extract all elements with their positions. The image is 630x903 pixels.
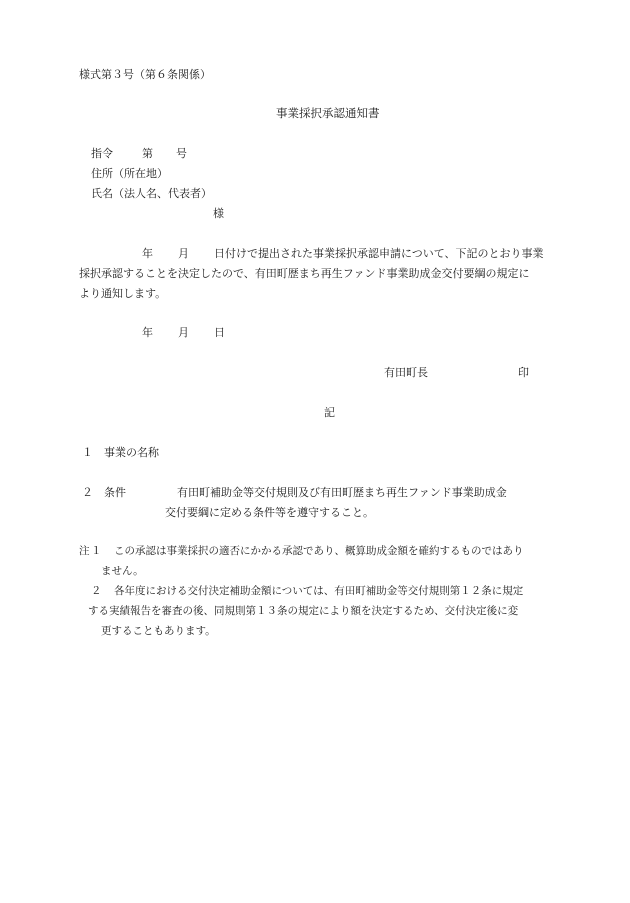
- directive-dai: 第: [142, 147, 153, 160]
- address-label: 住所（所在地）: [91, 167, 168, 180]
- note-line: この承認は事業採択の適否にかかる承認であり、概算助成金額を確約するものではあり: [114, 545, 524, 557]
- issuer-name: 有田町長: [384, 366, 428, 379]
- note-line: ません。: [101, 565, 144, 577]
- item-content-line: 有田町補助金等交付規則及び有田町歴まち再生ファンド事業助成金: [177, 486, 507, 499]
- honorific: 様: [213, 207, 224, 220]
- name-label: 氏名（法人名、代表者）: [91, 187, 212, 200]
- issuer-seal: 印: [518, 366, 529, 379]
- body-line1: 日付けで提出された事業採択承認申請について、下記のとおり事業: [214, 247, 544, 260]
- directive-label: 指令: [91, 147, 113, 160]
- item-number: ２: [82, 486, 93, 499]
- ki-heading: 記: [324, 406, 335, 419]
- note-line: する実績報告を審査の後、同規則第１３条の規定により額を決定するため、交付決定後に変: [88, 605, 519, 617]
- note-number: １: [91, 545, 102, 557]
- body-line3: より通知します。: [79, 287, 167, 300]
- note-line: 更することもあります。: [101, 625, 216, 637]
- item-label: 条件: [104, 486, 126, 499]
- directive-go: 号: [176, 147, 187, 160]
- note-number: ２: [91, 585, 102, 597]
- form-id: 様式第３号（第６条関係）: [79, 68, 211, 81]
- date-month: 月: [178, 326, 189, 339]
- item-label: 事業の名称: [104, 446, 159, 459]
- item-number: １: [82, 446, 93, 459]
- body-line2: 採択承認することを決定したので、有田町歴まち再生ファンド事業助成金交付要綱の規定に: [79, 267, 530, 280]
- notes-prefix: 注: [79, 545, 90, 557]
- document-title: 事業採択承認通知書: [276, 106, 380, 120]
- date-day: 日: [214, 326, 225, 339]
- body-month: 月: [178, 247, 189, 260]
- note-line: 各年度における交付決定補助金額については、有田町補助金等交付規則第１２条に規定: [114, 585, 524, 597]
- body-year: 年: [142, 247, 153, 260]
- date-year: 年: [142, 326, 153, 339]
- item-content-line: 交付要綱に定める条件等を遵守すること。: [165, 506, 374, 519]
